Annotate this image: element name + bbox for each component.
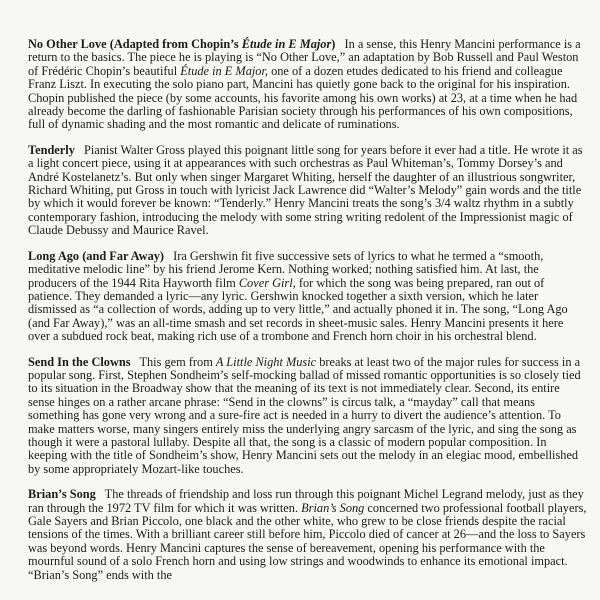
entry-no-other-love — [28, 38, 588, 132]
entry-text: The threads of friendship and loss run through this poignant Michel Legrand melody, just as they ran through the 1972 TV film for which it was written. — [28, 487, 584, 515]
entry-tenderly — [28, 144, 588, 238]
entry-text: This gem from — [139, 354, 216, 369]
entry-title-text: No Other Love (Adapted from Chopin’s — [28, 37, 242, 51]
entry-text-italic: Brian’s Song — [301, 500, 365, 515]
entry-send-in-the-clowns — [28, 356, 588, 477]
entry-brians-song — [28, 488, 588, 582]
entry-text-italic: A Little Night Music — [215, 354, 317, 369]
entry-long-ago — [28, 250, 588, 344]
entry-text: In a sense, this Henry Mancini performance is a return to the basics. The piece he is playing is “No Other Love,” an adaptation by Bob Russell and Paul Weston of Frédéric Chopin’s beautiful — [28, 37, 581, 78]
entry-text: concerned two professional football players, Gale Sayers and Brian Piccolo, one black and the other white, who grew to be close friends despite the racial tensions of the times. With a brilliant career still before him, Piccolo died of cancer at 26—and the loss to Sayers was beyond words. Henry Mancini captures the sense of bereavement, opening his performance with the mournful sound of a solo French horn and using low strings and woodwinds to enhance its emotional impact. “Brian’s Song” ends with the — [28, 500, 587, 582]
entry-title: Long Ago (and Far Away) — [28, 248, 165, 263]
entry-text: Pianist Walter Gross played this poignant little song for years before it ever had a title. He wrote it as a light concert piece, using it at appearances with such orchestras as Paul Whiteman’s, Tommy Dorsey’s and André Kostelanetz’s. But only when singer Margaret Whiting, herself the daughter of an illustrious songwriter, Richard Whiting, put Gross in touch with lyricist Jack Lawrence did “Walter’s Melody” gain words and the title by which it would forever be known: “Tenderly.” Henry Mancini treats the song’s 3/4 waltz rhythm in a subtly contemporary fashion, introducing the melody with some string writing redolent of the Impressionist magic of Claude Debussy and Maurice Ravel. — [28, 142, 583, 238]
entry-title-italic: Étude in E Major — [241, 37, 332, 51]
entry-title — [28, 37, 335, 51]
entry-text: for which the song was being prepared, ran out of patience. They demanded a lyric—any lyric. Gershwin knocked together a sixth version, which he later dismissed as “a collection of words, adding up to very little,” and actually phoned it in. The song, “Long Ago (and Far Away),” was an all-time smash and set records in sheet-music sales. Henry Mancini presents it here over a subdued rock beat, making rich use of a trombone and French horn choir in his orchestral blend. — [28, 275, 568, 344]
entry-title: Send In the Clowns — [28, 354, 131, 369]
entry-text-italic: Étude in E Major, — [180, 63, 268, 78]
entry-title-end: ) — [331, 37, 336, 51]
entry-text-italic: Cover Girl, — [238, 275, 296, 290]
entry-text: one of a dozen etudes dedicated to his friend and colleague Franz Liszt. In executing the solo piano part, Mancini has quietly gone back to the original for his inspiration. Chopin published the piece (by some accounts, his favorite among his own works) at 23, at a time when he had already become the darling of fashionable Parisian society through his performances of his own compositions, full of dynamic shading and the most romantic and delicate of ruminations. — [28, 63, 578, 132]
entry-text: Ira Gershwin fit five successive sets of lyrics to what he termed a “smooth, meditative melodic line” by his friend Jerome Kern. Nothing worked; nothing satisfied him. At last, the producers of the 1944 Rita Hayworth film — [28, 248, 544, 290]
entry-text: breaks at least two of the major rules for success in a popular song. First, Stephen Sondheim’s self-mocking ballad of missed romantic opportunities is so closely tied to its situation in the Broadway show that the meaning of its text is not immediately clear. Second, its entire sense hinges on a rather arcane phrase: “Send in the clowns” is circus talk, a “mayday” call that means something has gone very wrong and a sure-fire act is needed in a hurry to divert the audience’s attention. To make matters worse, many singers entirely miss the underlying angry sarcasm of the lyric, and sing the song as though it were a pastoral lullaby. Despite all that, the song is a classic of modern popular composition. In keeping with the title of Sondheim’s show, Henry Mancini sets out the melody in an elegiac mood, embellished by some appropriately Mozart-like touches. — [28, 354, 581, 476]
entry-title: Tenderly — [28, 142, 75, 157]
entry-title: Brian’s Song — [28, 487, 96, 502]
